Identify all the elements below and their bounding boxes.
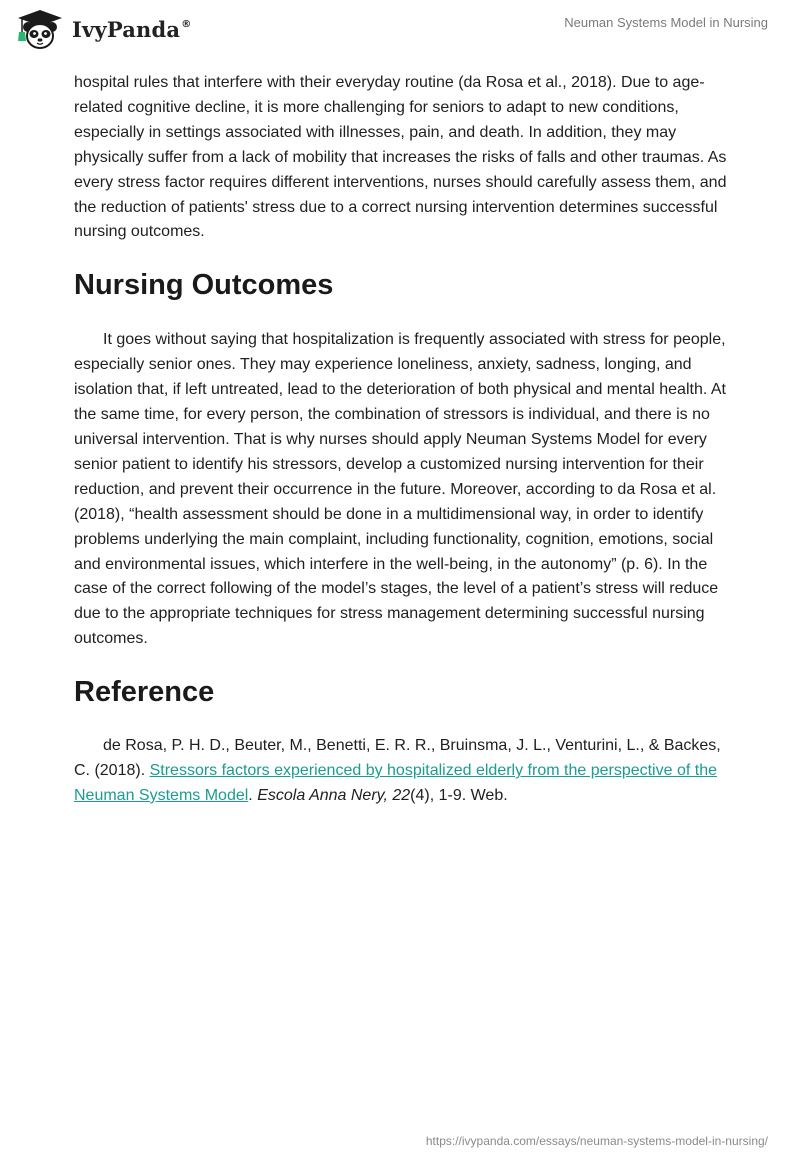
reference-issue-pages: (4), 1-9. Web. [410,786,508,804]
footer-url[interactable]: https://ivypanda.com/essays/neuman-systems-model-in-nursing/ [425,1134,768,1148]
reference-journal: Escola Anna Nery, 22 [257,786,411,804]
reference-separator: . [248,786,258,804]
page-header [0,0,800,60]
reference-article-link[interactable]: Stressors factors experienced by hospitalized elderly from the perspective of the Neuman Systems Model [74,762,717,804]
essay-content [74,71,734,809]
section-heading-reference: Reference [74,676,215,709]
document-title: Neuman Systems Model in Nursing [564,15,768,30]
logo-text: IvyPanda [72,16,181,42]
reference-entry [74,734,734,809]
outcomes-paragraph: It goes without saying that hospitalization is frequently associated with stress for people, especially senior ones. They may experience loneliness, anxiety, sadness, longing, and isolation that, if left untreated, lead to the deterioration of both physical and mental health. At the same time, for every person, the combination of stressors is individual, and there is no universal intervention. That is why nurses should apply Neuman Systems Model for every senior patient to identify his stressors, develop a customized nursing intervention for their reduction, and prevent their occurrence in the future. Moreover, according to da Rosa et al. (2018), “health assessment should be done in a multidimensional way, in order to identify problems underlying the main complaint, including functionality, cognition, emotions, social and environmental issues, which interfere in the well-being, in the autonomy” (p. 6). In the case of the correct following of the model’s stages, the level of a patient’s stress will reduce due to the appropriate techniques for stress management determining successful nursing outcomes. [74,331,726,648]
reference-authors: de Rosa, P. H. D., Beuter, M., Benetti, E. R. R., Bruinsma, J. L., Venturini, L., & Backes, C. (2018). [74,737,721,780]
ivypanda-logo[interactable] [14,8,191,50]
panda-graduate-icon [14,8,66,50]
registered-mark: ® [181,18,192,30]
section-heading-nursing-outcomes: Nursing Outcomes [74,269,334,302]
intro-paragraph: hospital rules that interfere with their everyday routine (da Rosa et al., 2018). Due to age-related cognitive decline, it is more challenging for seniors to adapt to new conditions, especially in settings associated with illnesses, pain, and death. In addition, they may physically suffer from a lack of mobility that increases the risks of falls and other traumas. As every stress factor requires different interventions, nurses should carefully assess them, and the reduction of patients' stress due to a correct nursing intervention determines successful nursing outcomes. [74,74,727,241]
logo-wordmark [72,17,191,42]
